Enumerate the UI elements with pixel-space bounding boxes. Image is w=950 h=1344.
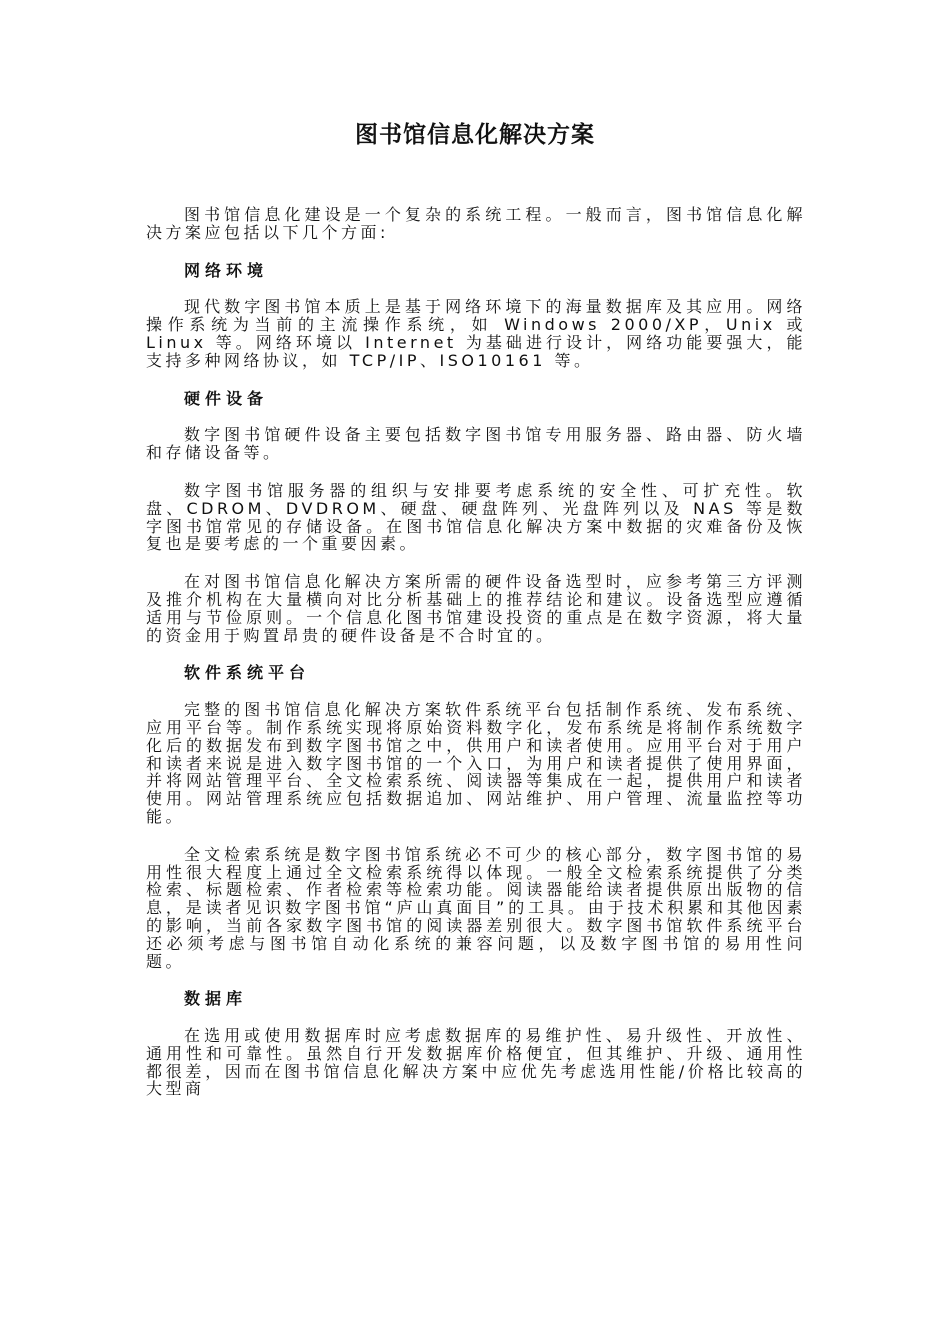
intro-paragraph: 图书馆信息化建设是一个复杂的系统工程。一般而言，图书馆信息化解决方案应包括以下几个方面:: [146, 205, 806, 242]
software-paragraph-2: 全文检索系统是数字图书馆系统必不可少的核心部分，数字图书馆的易用性很大程度上通过全文检索系统得以体现。一般全文检索系统提供了分类检索、标题检索、作者检索等检索功能。阅读器能给读者提供原出版物的信息，是读者见识数字图书馆“庐山真面目”的工具。由于技术积累和其他因素的影响，当前各家数字图书馆的阅读器差别很大。数字图书馆软件系统平台还必须考虑与图书馆自动化系统的兼容问题，以及数字图书馆的易用性问题。: [146, 844, 806, 971]
document-title: 图书馆信息化解决方案: [355, 122, 595, 148]
hardware-paragraph-3: 在对图书馆信息化解决方案所需的硬件设备选型时，应参考第三方评测及推介机构在大量横向对比分析基础上的推荐结论和建议。设备选型应遵循适用与节俭原则。一个信息化图书馆建设投资的重点是在数字资源，将大量的资金用于购置昂贵的硬件设备是不合时宜的。: [146, 572, 806, 645]
hardware-paragraph-2: 数字图书馆服务器的组织与安排要考虑系统的安全性、可扩充性。软盘、CDROM、DVDROM、硬盘、硬盘阵列、光盘阵列以及 NAS 等是数字图书馆常见的存储设备。在图书馆信息化解决方案中数据的灾难备份及恢复也是要考虑的一个重要因素。: [146, 480, 806, 554]
section-heading-software: 软件系统平台: [184, 663, 311, 683]
section-heading-network: 网络环境: [184, 260, 269, 280]
section-heading-database: 数据库: [184, 989, 248, 1009]
software-paragraph-1: 完整的图书馆信息化解决方案软件系统平台包括制作系统、发布系统、应用平台等。制作系统实现将原始资料数字化，发布系统是将制作系统数字化后的数据发布到数字图书馆之中，供用户和读者使用。应用平台对于用户和读者来说是进入数字图书馆的一个入口，为用户和读者提供了使用界面，并将网站管理平台、全文检索系统、阅读器等集成在一起，提供用户和读者使用。网站管理系统应包括数据追加、网站维护、用户管理、流量监控等功能。: [146, 700, 806, 826]
hardware-paragraph-1: 数字图书馆硬件设备主要包括数字图书馆专用服务器、路由器、防火墙和存储设备等。: [146, 425, 806, 463]
section-heading-hardware: 硬件设备: [184, 388, 269, 408]
document-body: [146, 206, 806, 1118]
network-paragraph: 现代数字图书馆本质上是基于网络环境下的海量数据库及其应用。网络操作系统为当前的主流操作系统，如 Windows 2000/XP，Unix 或 Linux 等。网络环境以 Internet 为基础进行设计，网络功能要强大，能支持多种网络协议，如 TCP/IP、ISO10161 等。: [146, 297, 806, 370]
database-paragraph: 在选用或使用数据库时应考虑数据库的易维护性、易升级性、开放性、通用性和可靠性。虽然自行开发数据库价格便宜，但其维护、升级、通用性都很差，因而在图书馆信息化解决方案中应优先考虑选用性能/价格比较高的大型商: [146, 1026, 806, 1099]
